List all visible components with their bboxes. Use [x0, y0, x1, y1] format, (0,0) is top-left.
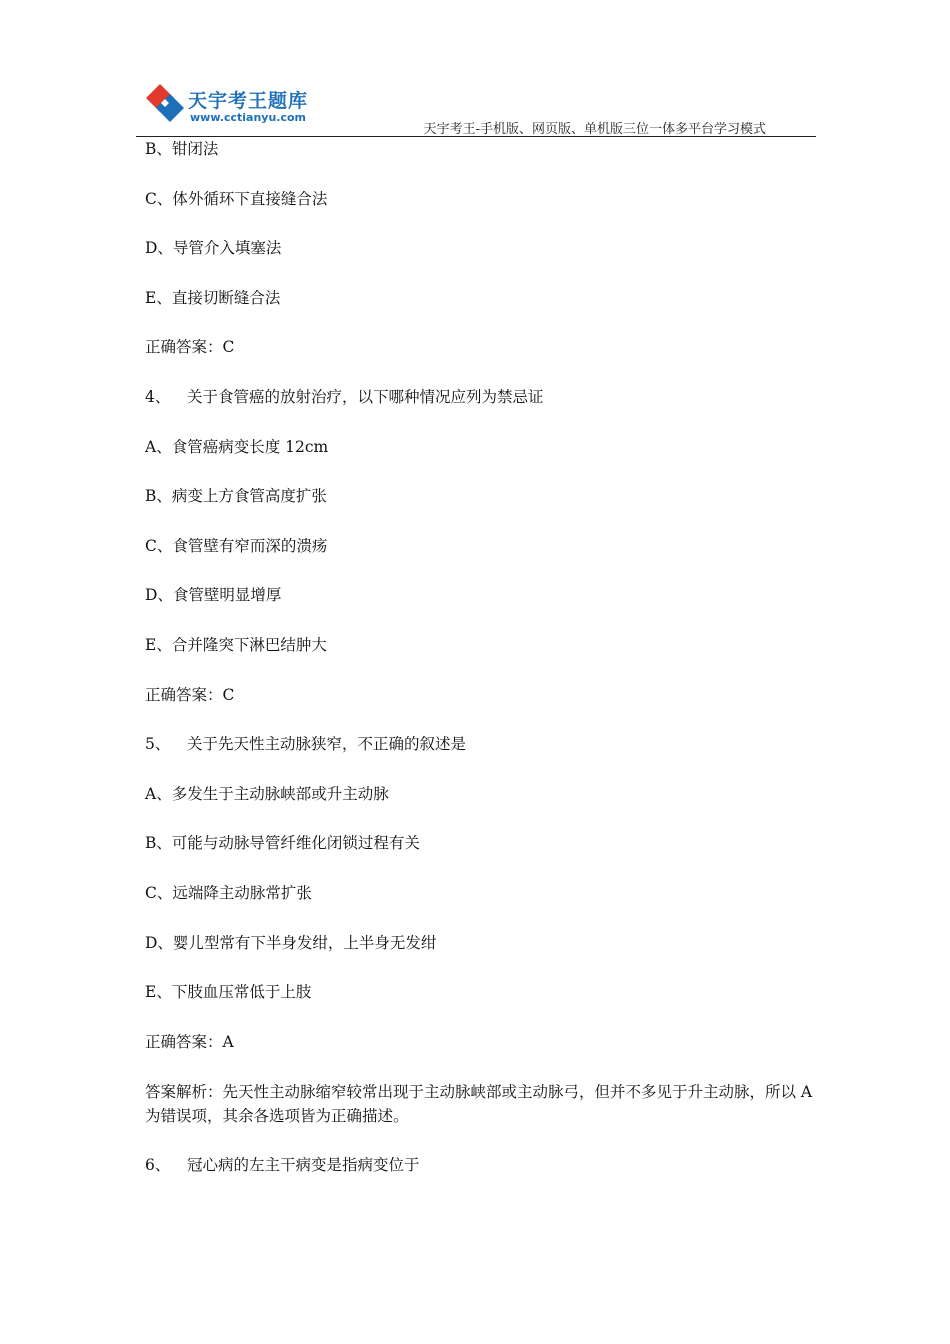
option-e: E、下肢血压常低于上肢	[145, 983, 312, 1002]
question-3-options	[145, 138, 815, 309]
answer-line: 正确答案：C	[145, 338, 235, 357]
question-6-stem	[145, 1154, 815, 1176]
answer-explanation: 答案解析：先天性主动脉缩窄较常出现于主动脉峡部或主动脉弓，但并不多见于升主动脉，所以 A 为错误项，其余各选项皆为正确描述。	[145, 1083, 813, 1126]
header-divider	[136, 136, 816, 137]
question-text: 冠心病的左主干病变是指病变位于	[187, 1156, 420, 1175]
option-e: E、直接切断缝合法	[145, 288, 281, 307]
question-number: 4、	[145, 387, 171, 406]
question-text: 关于先天性主动脉狭窄，不正确的叙述是	[187, 735, 467, 754]
option-b: B、病变上方食管高度扩张	[145, 487, 327, 506]
answer-line: 正确答案：C	[145, 685, 235, 704]
option-c: C、远端降主动脉常扩张	[145, 883, 312, 902]
option-c: C、食管壁有窄而深的溃疡	[145, 536, 328, 555]
option-b: B、可能与动脉导管纤维化闭锁过程有关	[145, 834, 420, 853]
option-a: A、多发生于主动脉峡部或升主动脉	[145, 784, 389, 803]
question-5-stem	[145, 733, 815, 755]
option-a: A、食管癌病变长度 12cm	[145, 437, 329, 456]
question-number: 5、	[145, 735, 171, 754]
header-slogan: 天宇考王-手机版、网页版、单机版三位一体多平台学习模式	[423, 122, 766, 137]
answer-line: 正确答案：A	[145, 1032, 234, 1051]
question-4-stem	[145, 386, 815, 408]
page-header	[136, 76, 816, 138]
option-c: C、体外循环下直接缝合法	[145, 189, 328, 208]
option-d: D、食管壁明显增厚	[145, 586, 282, 605]
option-d: D、婴儿型常有下半身发绀，上半身无发绀	[145, 933, 437, 952]
brand-logo[interactable]	[144, 80, 314, 126]
brand-name: 天宇考王题库	[188, 90, 309, 112]
question-text: 关于食管癌的放射治疗，以下哪种情况应列为禁忌证	[187, 387, 544, 406]
question-number: 6、	[145, 1156, 171, 1175]
diamond-logo-icon	[144, 82, 186, 124]
option-d: D、导管介入填塞法	[145, 239, 282, 258]
option-b: B、钳闭法	[145, 140, 219, 158]
document-body	[145, 138, 815, 1204]
option-e: E、合并隆突下淋巴结肿大	[145, 635, 327, 654]
brand-url[interactable]: www.cctianyu.com	[190, 111, 307, 124]
